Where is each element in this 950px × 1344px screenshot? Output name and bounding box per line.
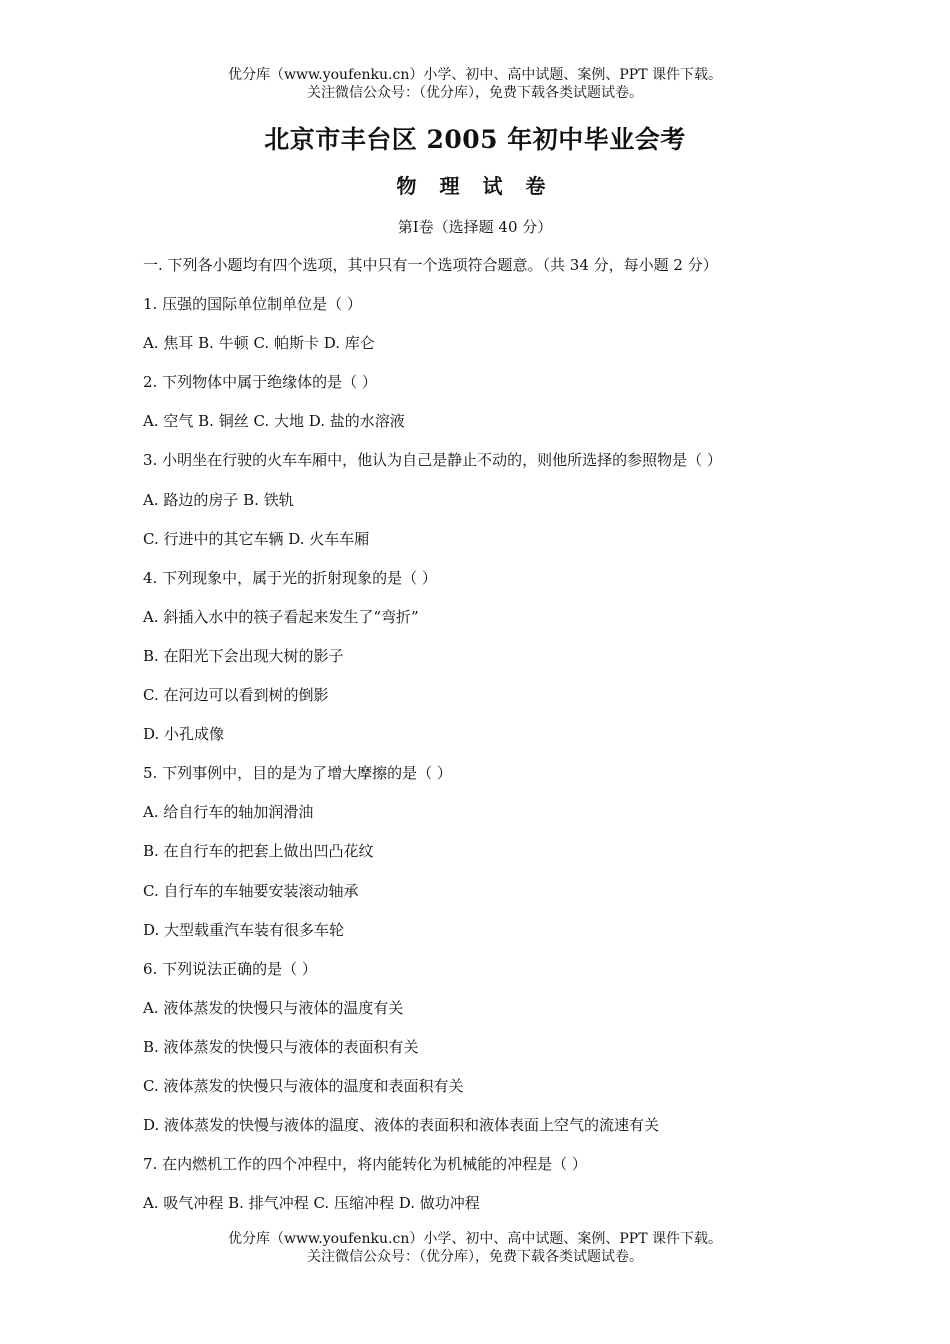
question-2-options: A. 空气 B. 铜丝 C. 大地 D. 盐的水溶液 — [143, 412, 405, 431]
footer-banner — [0, 1230, 950, 1266]
question-7: 7. 在内燃机工作的四个冲程中，将内能转化为机械能的冲程是（ ） — [143, 1155, 587, 1174]
exam-subtitle: 物 理 试 卷 — [396, 174, 554, 198]
question-5-option-b: B. 在自行车的把套上做出凹凸花纹 — [143, 842, 374, 861]
question-4-option-d: D. 小孔成像 — [143, 725, 225, 744]
question-5-option-a: A. 给自行车的轴加润滑油 — [143, 803, 314, 822]
section-instruction: 一. 下列各小题均有四个选项，其中只有一个选项符合题意。（共 34 分，每小题 2 分） — [143, 256, 718, 274]
header-banner — [0, 66, 950, 102]
question-5: 5. 下列事例中，目的是为了增大摩擦的是（ ） — [143, 764, 452, 783]
question-6-option-c: C. 液体蒸发的快慢只与液体的温度和表面积有关 — [143, 1076, 464, 1095]
question-1: 1. 压强的国际单位制单位是（ ） — [143, 295, 362, 314]
footer-line-2: 关注微信公众号：（优分库），免费下载各类试题试卷。 — [307, 1249, 643, 1265]
question-7-options: A. 吸气冲程 B. 排气冲程 C. 压缩冲程 D. 做功冲程 — [143, 1194, 480, 1213]
question-4-option-b: B. 在阳光下会出现大树的影子 — [143, 646, 344, 665]
header-line-2: 关注微信公众号：（优分库），免费下载各类试题试卷。 — [307, 85, 643, 101]
question-6: 6. 下列说法正确的是（ ） — [143, 959, 317, 978]
question-5-option-c: C. 自行车的车轴要安装滚动轴承 — [143, 881, 359, 900]
part-label: 第Ⅰ卷（选择题 40 分） — [397, 218, 553, 236]
header-line-1: 优分库（www.youfenku.cn）小学、初中、高中试题、案例、PPT 课件下载。 — [227, 67, 722, 83]
footer-line-1: 优分库（www.youfenku.cn）小学、初中、高中试题、案例、PPT 课件下载。 — [227, 1231, 722, 1247]
question-4-option-a: A. 斜插入水中的筷子看起来发生了“弯折” — [143, 607, 419, 626]
question-4-option-c: C. 在河边可以看到树的倒影 — [143, 686, 329, 705]
question-list — [143, 254, 823, 1231]
question-4: 4. 下列现象中，属于光的折射现象的是（ ） — [143, 568, 437, 587]
question-3-options-cd: C. 行进中的其它车辆 D. 火车车厢 — [143, 529, 370, 548]
question-5-option-d: D. 大型载重汽车装有很多车轮 — [143, 920, 345, 939]
question-6-option-b: B. 液体蒸发的快慢只与液体的表面积有关 — [143, 1037, 419, 1056]
question-2: 2. 下列物体中属于绝缘体的是（ ） — [143, 373, 377, 392]
question-6-option-a: A. 液体蒸发的快慢只与液体的温度有关 — [143, 998, 404, 1017]
question-6-option-d: D. 液体蒸发的快慢与液体的温度、液体的表面积和液体表面上空气的流速有关 — [143, 1116, 660, 1135]
question-3-options-ab: A. 路边的房子 B. 铁轨 — [143, 490, 294, 509]
question-3: 3. 小明坐在行驶的火车车厢中，他认为自己是静止不动的，则他所选择的参照物是（ ） — [143, 451, 722, 470]
exam-title: 北京市丰台区 2005 年初中毕业会考 — [264, 125, 686, 154]
question-1-options: A. 焦耳 B. 牛顿 C. 帕斯卡 D. 库仑 — [143, 334, 375, 353]
